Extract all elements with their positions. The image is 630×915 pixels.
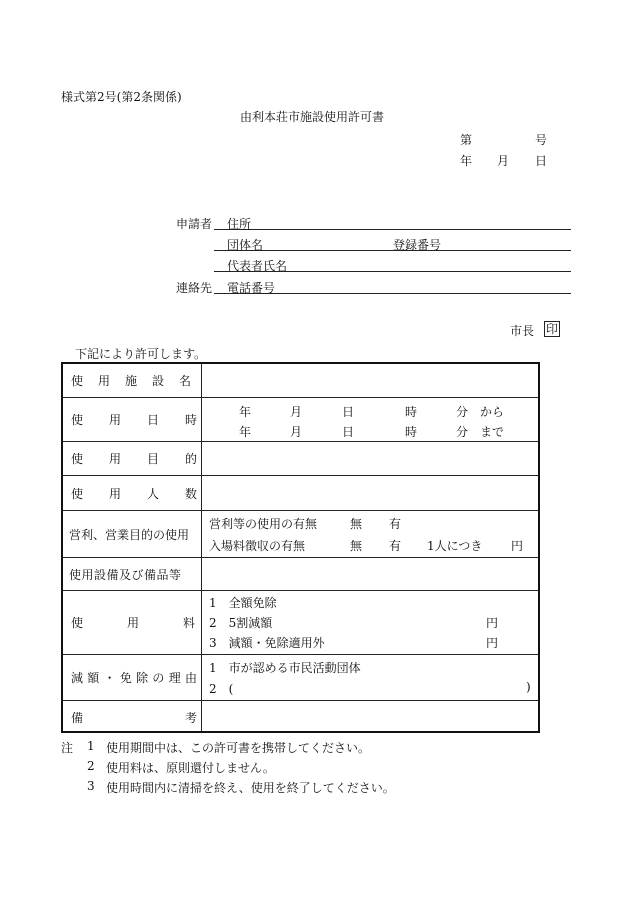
reason-option-other[interactable]: 2 ( [209,682,234,696]
datetime-label: 使 用 日 時 [71,413,197,427]
intro-text: 下記により許可します。 [75,347,207,361]
date-month: 月 [497,154,510,168]
equipment-field[interactable] [203,558,538,590]
facility-field[interactable] [203,364,538,397]
fee-option-full-exemption[interactable]: 1 全額免除 [209,596,277,610]
representative-label: 代表者氏名 [227,259,288,273]
commercial-label: 営利、営業目的の使用 [69,527,190,542]
notes-field[interactable] [203,701,538,733]
date-day: 日 [535,154,548,168]
mayor-label: 市長 [510,324,535,338]
note-2-text: 使用料は、原則還付しません。 [106,761,275,775]
note-1-number: 1 [87,739,95,753]
address-label: 住所 [227,217,252,231]
reason-close-paren: ) [526,680,531,694]
people-label: 使 用 人 数 [71,486,197,501]
people-field[interactable] [203,476,538,510]
representative-line[interactable] [214,271,571,272]
purpose-field[interactable] [203,442,538,475]
commercial-none-option[interactable]: 無 [350,517,363,531]
equipment-label: 使用設備及び備品等 [69,567,182,582]
per-person-label: 1人につき [427,539,483,553]
note-1-text: 使用期間中は、この許可書を携帯してください。 [106,741,371,755]
note-3-text: 使用時間内に清掃を終え、使用を終了してください。 [106,781,395,795]
column-divider [201,364,202,731]
note-2-number: 2 [87,759,95,773]
facility-label: 使 用 施 設 名 [71,374,191,388]
datetime-field[interactable]: 年 月 日 時 分 から 年 月 日 時 分 まで [239,405,505,439]
org-name-line[interactable] [214,250,571,251]
seal-mark: 印 [546,322,559,336]
commercial-field [203,511,538,557]
number-suffix: 号 [535,133,548,147]
reason-field [203,655,538,700]
form-number: 様式第2号(第2条関係) [61,90,182,104]
fee-yen-unit: 円 [486,636,499,650]
reg-number-label: 登録番号 [393,238,442,252]
phone-line[interactable] [214,293,571,294]
commercial-use-question: 営利等の使用の有無 [209,517,318,531]
contact-label: 連絡先 [176,281,213,295]
applicant-label: 申請者 [176,217,213,231]
fee-label: 使 用 料 [71,616,195,630]
fee-yen-unit: 円 [486,616,499,630]
admission-question: 入場料徴収の有無 [209,539,306,553]
commercial-yes-option[interactable]: 有 [389,517,402,531]
number-prefix: 第 [460,133,473,147]
fee-field [203,591,538,654]
notes-label: 備 考 [71,710,197,725]
org-name-label: 団体名 [227,238,264,252]
fee-option-not-applicable[interactable]: 3 減額・免除適用外 [209,636,325,650]
admission-none-option[interactable]: 無 [350,539,363,553]
document-title: 由利本荘市施設使用許可書 [240,110,385,124]
phone-label: 電話番号 [227,281,276,295]
reason-option-civic-group[interactable]: 1 市が認める市民活動団体 [209,661,361,675]
reason-label: 減 額 ・ 免 除 の 理 由 [71,671,197,685]
address-line[interactable] [214,229,571,230]
purpose-label: 使 用 目 的 [71,452,197,466]
note-3-number: 3 [87,779,95,793]
admission-yen-unit: 円 [511,539,524,553]
date-year: 年 [460,154,473,168]
admission-yes-option[interactable]: 有 [389,539,402,553]
fee-option-half-reduction[interactable]: 2 5割減額 [209,616,273,630]
notes-prefix: 注 [61,741,74,755]
permit-table [61,362,540,733]
